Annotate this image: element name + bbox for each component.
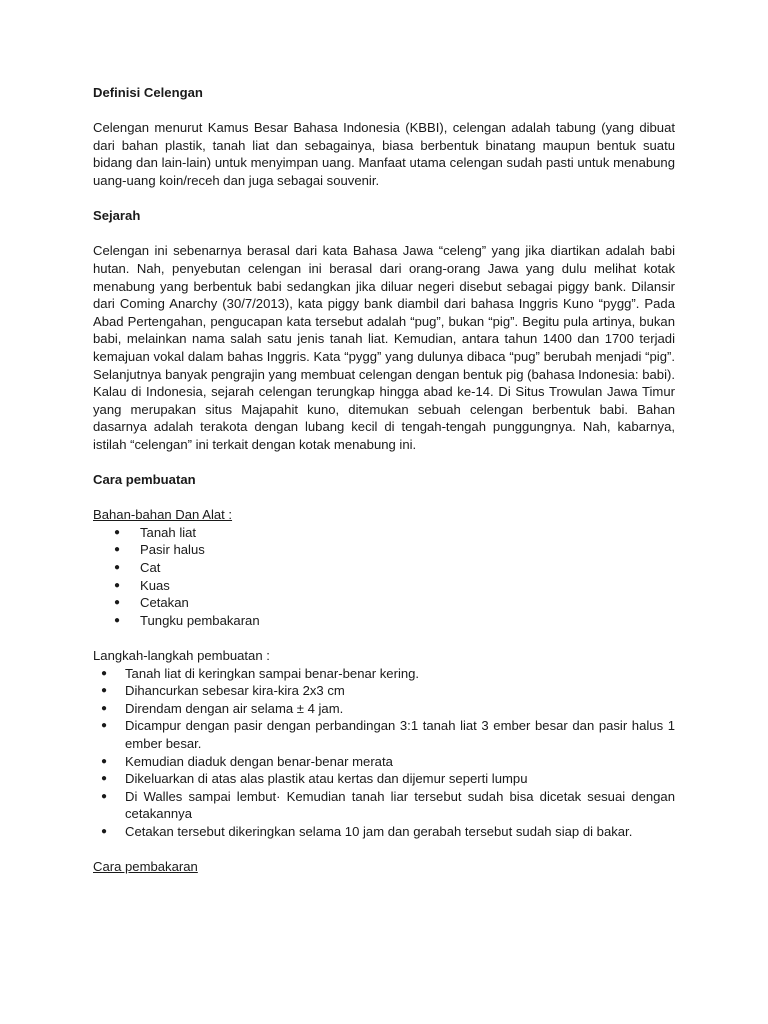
list-item: ● Di Walles sampai lembut· Kemudian tanah liar tersebut sudah bisa dicetak sesuai dengan cetakannya: [93, 788, 675, 823]
subheading-langkah: Langkah-langkah pembuatan :: [93, 648, 270, 663]
paragraph-definisi: Celengan menurut Kamus Besar Bahasa Indonesia (KBBI), celengan adalah tabung (yang dibuat dari bahan plastik, tanah liat dan sebagainya, biasa berbentuk binatang maupun bentuk suatu bidang dan lain-lain) untuk menyimpan uang. Manfaat utama celengan sudah pasti untuk menabung uang-uang koin/receh dan juga sebagai souvenir.: [93, 120, 675, 188]
list-item: ● Dicampur dengan pasir dengan perbandingan 3:1 tanah liat 3 ember besar dan pasir halus 1 ember besar.: [93, 717, 675, 752]
paragraph-sejarah: Celengan ini sebenarnya berasal dari kata Bahasa Jawa “celeng” yang jika diartikan adalah babi hutan. Nah, penyebutan celengan ini berasal dari orang-orang Jawa yang dulu melihat kotak menabung yang berbentuk babi sedangkan jika diluar negeri disebut sebagai piggy bank. Dilansir dari Coming Anarchy (30/7/2013), kata piggy bank diambil dari bahasa Inggris Kuno “pygg”. Pada Abad Pertengahan, pengucapan kata tersebut adalah “pug”, bukan “pig”. Begitu pula artinya, bukan babi, melainkan nama salah satu jenis tanah liat. Kemudian, antara tahun 1400 dan 1700 terjadi kemajuan vokal dalam bahas Inggris. Kata “pygg” yang dulunya dibaca “pug” berubah menjadi “pig”. Selanjutnya banyak pengrajin yang membuat celengan dengan bentuk pig (bahasa Indonesia: babi). Kalau di Indonesia, sejarah celengan terungkap hingga abad ke-14. Di Situs Trowulan Jawa Timur yang merupakan situs Majapahit kuno, ditemukan sebuah celengan berbentuk babi. Bahan dasarnya adalah terakota dengan lubang kecil di tengah-tengah punggungnya. Nah, kabarnya, istilah “celengan” ini terkait dengan kotak menabung ini.: [93, 243, 675, 452]
list-item: ● Dikeluarkan di atas alas plastik atau kertas dan dijemur seperti lumpu: [93, 770, 675, 788]
list-item: ● Cetakan tersebut dikeringkan selama 10 jam dan gerabah tersebut sudah siap di bakar.: [93, 823, 675, 841]
document-page: [93, 84, 675, 876]
list-item: ● Dihancurkan sebesar kira-kira 2x3 cm: [93, 682, 675, 700]
list-item: ● Cat: [93, 559, 675, 577]
list-item: ● Tanah liat: [93, 524, 675, 542]
heading-sejarah: Sejarah: [93, 208, 141, 224]
subheading-cara-pembakaran: Cara pembakaran: [93, 859, 198, 875]
list-item: ● Tanah liat di keringkan sampai benar-benar kering.: [93, 665, 675, 683]
list-item: ● Direndam dengan air selama ± 4 jam.: [93, 700, 675, 718]
list-item: ● Kuas: [93, 577, 675, 595]
list-langkah: [93, 665, 675, 841]
list-item: ● Tungku pembakaran: [93, 612, 675, 630]
list-item: ● Cetakan: [93, 594, 675, 612]
list-bahan-alat: [93, 524, 675, 630]
subheading-bahan-alat: Bahan-bahan Dan Alat :: [93, 507, 233, 523]
heading-cara-pembuatan: Cara pembuatan: [93, 472, 196, 488]
list-item: ● Kemudian diaduk dengan benar-benar merata: [93, 753, 675, 771]
heading-definisi: Definisi Celengan: [93, 85, 203, 100]
list-item: ● Pasir halus: [93, 541, 675, 559]
